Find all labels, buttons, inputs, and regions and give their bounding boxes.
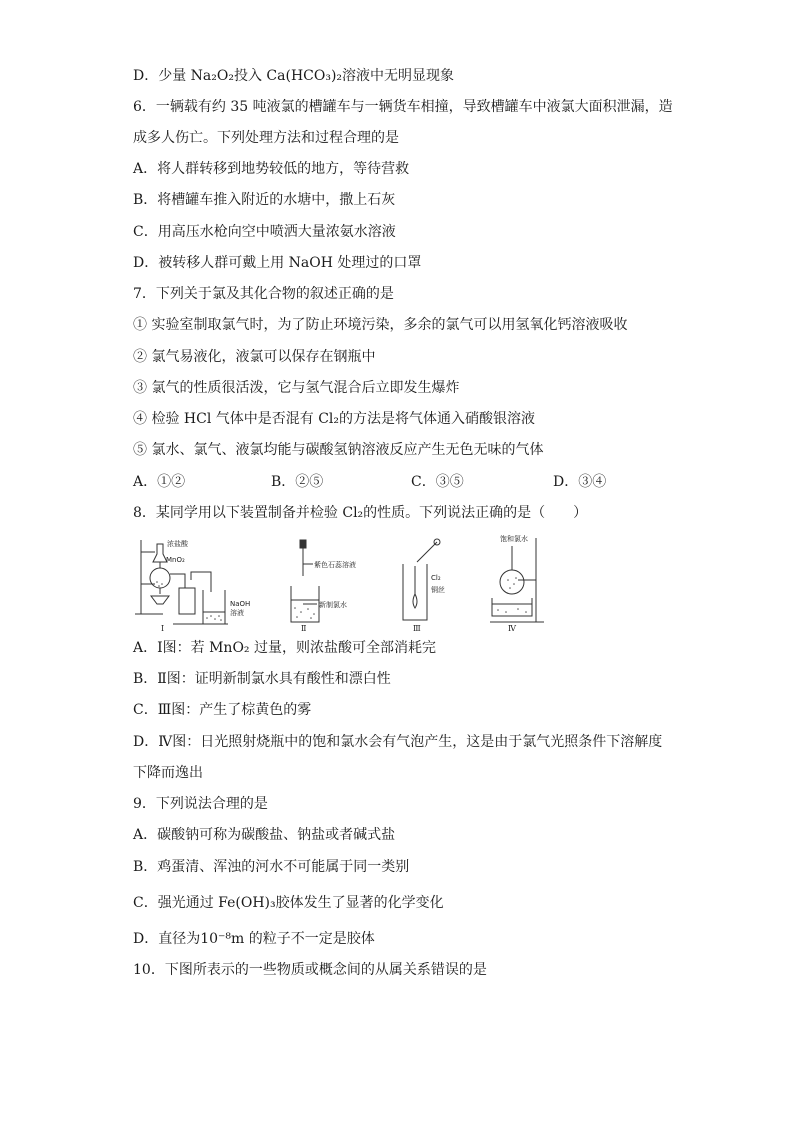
q8-option-c: C．Ⅲ图：产生了棕黄色的雾 (133, 702, 312, 718)
figure-3-drawing (393, 532, 463, 632)
q6-option-a: A．将人群转移到地势较低的地方，等待营救 (133, 161, 410, 177)
q7-option-a: A．①② (133, 474, 186, 490)
q10-stem: 10．下图所表示的一些物质或概念间的从属关系错误的是 (133, 962, 487, 978)
figure-4-drawing (488, 532, 553, 632)
q8-option-b: B．Ⅱ图：证明新制氯水具有酸性和漂白性 (133, 671, 391, 687)
q6-option-c: C．用高压水枪向空中喷洒大量浓氨水溶液 (133, 224, 396, 240)
q7-option-b: B．②⑤ (271, 474, 324, 490)
figure-2-drawing (283, 532, 383, 632)
q7-stem: 7．下列关于氯及其化合物的叙述正确的是 (133, 286, 394, 302)
figure-1 (133, 532, 263, 632)
q7-statement-4: ④ 检验 HCl 气体中是否混有 Cl₂的方法是将气体通入硝酸银溶液 (133, 411, 535, 427)
q8-stem: 8．某同学用以下装置制备并检验 Cl₂的性质。下列说法正确的是（ ） (133, 505, 588, 521)
fig1-label-naoh: NaOH (230, 600, 251, 608)
q6-stem-line1: 6．一辆载有约 35 吨液氯的槽罐车与一辆货车相撞，导致槽罐车中液氯大面积泄漏，造 (133, 99, 673, 115)
q7-option-c: C．③⑤ (411, 474, 464, 490)
q9-option-b: B．鸡蛋清、浑浊的河水不可能属于同一类别 (133, 859, 410, 875)
fig1-roman: Ⅰ (161, 624, 165, 632)
fig3-label-cl2: Cl₂ (431, 574, 441, 582)
q9-option-c: C．强光通过 Fe(OH)₃胶体发生了显著的化学变化 (133, 895, 444, 911)
q6-option-d: D．被转移人群可戴上用 NaOH 处理过的口罩 (133, 255, 422, 271)
q7-option-d: D．③④ (553, 474, 607, 490)
q7-statement-1: ① 实验室制取氯气时，为了防止环境污染，多余的氯气可以用氢氧化钙溶液吸收 (133, 317, 628, 333)
q9-option-d: D．直径为10⁻⁸m 的粒子不一定是胶体 (133, 931, 375, 947)
fig3-label-copper: 铜丝 (431, 586, 445, 594)
fig4-roman: Ⅳ (508, 624, 516, 632)
q7-statement-2: ② 氯气易液化，液氯可以保存在钢瓶中 (133, 349, 376, 365)
q8-option-d-line2: 下降而逸出 (133, 765, 203, 781)
q7-statement-3: ③ 氯气的性质很活泼，它与氢气混合后立即发生爆炸 (133, 380, 460, 396)
fig3-roman: Ⅲ (413, 624, 421, 632)
fig2-label-litmus: 紫色石蕊溶液 (314, 561, 356, 569)
q8-option-a: A．Ⅰ图：若 MnO₂ 过量，则浓盐酸可全部消耗完 (133, 640, 436, 656)
q7-statement-5: ⑤ 氯水、氯气、液氯均能与碳酸氢钠溶液反应产生无色无味的气体 (133, 442, 544, 458)
figure-4 (488, 532, 553, 632)
q5-option-d: D．少量 Na₂O₂投入 Ca(HCO₃)₂溶液中无明显现象 (133, 68, 455, 84)
fig4-label-title: 饱和氯水 (500, 535, 528, 543)
fig2-roman: Ⅱ (301, 624, 307, 632)
fig1-label-mno2: MnO₂ (166, 556, 185, 564)
figure-2 (283, 532, 383, 632)
fig1-label-acid: 浓盐酸 (167, 540, 188, 548)
figure-3 (393, 532, 463, 632)
q8-apparatus-figures (133, 532, 553, 632)
q8-option-d-line1: D．Ⅳ图：日光照射烧瓶中的饱和氯水会有气泡产生，这是由于氯气光照条件下溶解度 (133, 734, 663, 750)
fig2-label-chlorine-water: 新制氯水 (319, 601, 347, 609)
fig1-label-solution: 溶液 (230, 609, 244, 617)
figure-1-drawing (133, 532, 263, 632)
q6-stem-line2: 成多人伤亡。下列处理方法和过程合理的是 (133, 130, 399, 146)
q9-stem: 9．下列说法合理的是 (133, 796, 268, 812)
q9-option-a: A．碳酸钠可称为碳酸盐、钠盐或者碱式盐 (133, 827, 396, 843)
q6-option-b: B．将槽罐车推入附近的水塘中，撒上石灰 (133, 192, 396, 208)
